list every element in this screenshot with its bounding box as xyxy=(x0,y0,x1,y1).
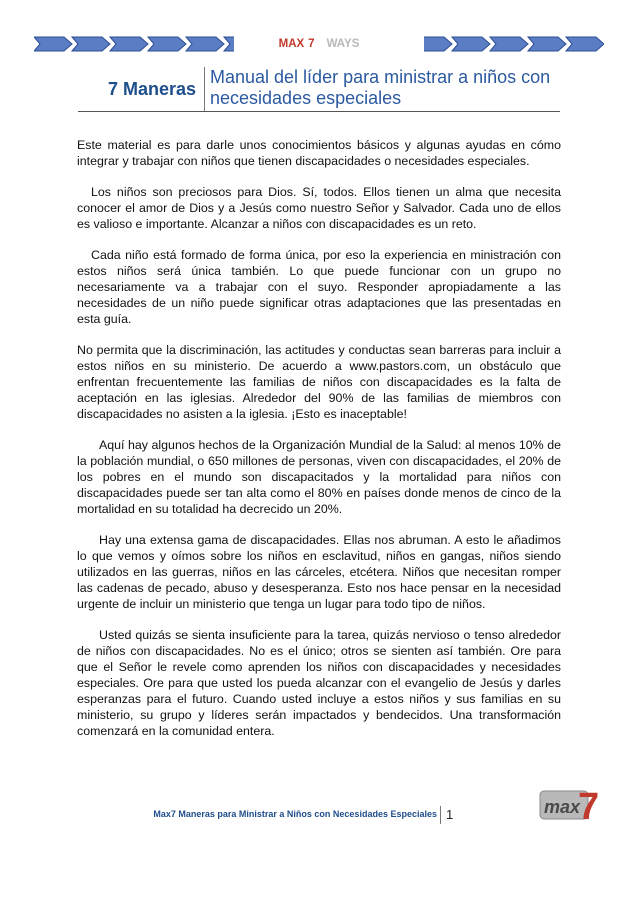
footer-divider xyxy=(440,806,441,824)
document-body xyxy=(77,137,561,754)
paragraph: Cada niño está formado de forma única, por eso la experiencia en ministración con estos niños será única también. Lo que puede funcionar con un grupo no necesariamente va a trabajar con el suyo. Responder apropiadamente a las necesidades de un niño puede significar otras adaptaciones que las presentadas en esta guía. xyxy=(77,248,561,326)
footer-title: Max7 Maneras para Ministrar a Niños con Necesidades Especiales xyxy=(153,809,437,819)
paragraph: No permita que la discriminación, las actitudes y conductas sean barreras para incluir a estos niños en su ministerio. De acuerdo a www.pastors.com, un obstáculo que enfrentan frecuentemente las familias de niños con discapacidades es la falta de aceptación en las iglesias. Alrededor del 90% de las familias de miembros con discapacidades no asisten a la iglesia. ¡Esto es inaceptable! xyxy=(77,343,561,421)
header-rule xyxy=(78,111,560,112)
page-footer xyxy=(153,806,463,824)
banner-word-max: MAX xyxy=(278,38,305,50)
paragraph: Los niños son preciosos para Dios. Sí, todos. Ellos tienen un alma que necesita conocer el amor de Dios y a Jesús como nuestro Señor y Salvador. Cada uno de ellos es valioso e importante. Alcanzar a niños con discapacidades es un reto. xyxy=(77,185,561,231)
max7-logo-icon xyxy=(538,781,602,825)
banner-number: 7 xyxy=(308,38,315,50)
paragraph: Aquí hay algunos hechos de la Organización Mundial de la Salud: al menos 10% de la población mundial, o 650 millones de personas, viven con discapacidades, el 20% de los pobres en el mundo son discapacitados y la mortalidad para niños con discapacidades puede ser tan alta como el 80% en países donde menos de cinco de la mortalidad en su totalidad ha decrecido un 20%. xyxy=(77,438,561,516)
document-header xyxy=(78,67,578,111)
paragraph: Usted quizás se sienta insuficiente para la tarea, quizás nervioso o tenso alrededor de niños con discapacidades. No es el único; otros se sienten así también. Ore para que el Señor le revele como aprenden los niños con discapacidades y necesidades especiales. Ore para que usted los pueda alcanzar con el evangelio de Jesús y darles esperanzas para el futuro. Cuando usted incluye a estos niños y sus familias en su ministerio, su grupo y líderes serán impactados y bendecidos. Una transformación comenzará en la comunidad entera. xyxy=(77,628,561,738)
header-divider xyxy=(204,67,205,111)
paragraph: Hay una extensa gama de discapacidades. Ellas nos abruman. A esto le añadimos lo que vemos y oímos sobre los niños en esclavitud, niños en gangas, niños siendo utilizados en las guerras, niños en las cárceles, etcétera. Niños que necesitan romper las cadenas de pecado, abuso y desesperanza. Esto nos hace pensar en la necesidad urgente de incluir un ministerio que tenga un lugar para todo tipo de niños. xyxy=(77,533,561,611)
paragraph-intro: Este material es para darle unos conocimientos básicos y algunas ayudas en cómo integrar y trabajar con niños que tienen discapacidades o necesidades especiales. xyxy=(77,138,561,168)
banner-title xyxy=(34,35,604,53)
banner-word-ways: WAYS xyxy=(326,38,360,50)
svg-text:max: max xyxy=(544,797,581,817)
header-series xyxy=(78,67,204,111)
page-number: 1 xyxy=(446,807,454,822)
header-series-label: 7 Maneras xyxy=(107,78,196,99)
svg-text:7: 7 xyxy=(578,786,600,825)
header-banner xyxy=(34,35,604,53)
document-title: Manual del líder para ministrar a niños con necesidades especiales xyxy=(210,67,551,108)
